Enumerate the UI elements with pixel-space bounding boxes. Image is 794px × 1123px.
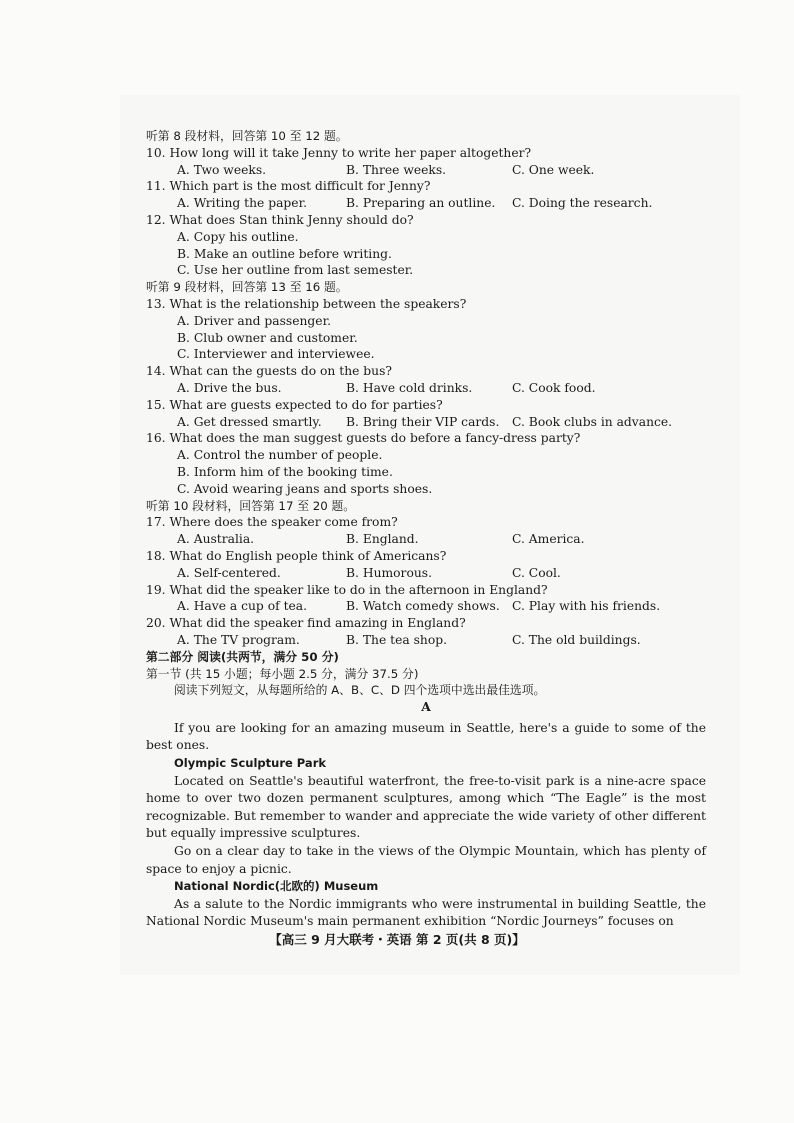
passage-intro: If you are looking for an amazing museum in Seattle, here's a guide to some of the best ones. xyxy=(146,720,706,753)
question-stem: 19. What did the speaker like to do in the afternoon in England? xyxy=(146,582,548,597)
option-b: B. Have cold drinks. xyxy=(346,380,473,395)
option-c: C. Avoid wearing jeans and sports shoes. xyxy=(177,481,433,496)
option-row xyxy=(146,195,706,212)
question-stem: 12. What does Stan think Jenny should do? xyxy=(146,212,414,227)
section-heading-10: 听第 10 段材料，回答第 17 至 20 题。 xyxy=(146,498,356,513)
option-a: A. The TV program. xyxy=(177,632,300,647)
part-title: 第二部分 阅读(共两节，满分 50 分) xyxy=(146,649,339,664)
option-c: C. Cool. xyxy=(512,565,561,580)
option-b: B. Watch comedy shows. xyxy=(346,599,500,614)
option-c: C. Book clubs in advance. xyxy=(512,414,673,429)
passage-heading: National Nordic(北欧的) Museum xyxy=(174,879,379,894)
option-b: B. Bring their VIP cards. xyxy=(346,414,500,429)
passage-label: A xyxy=(421,699,431,715)
option-b: B. Humorous. xyxy=(346,565,432,580)
option-a: A. Writing the paper. xyxy=(177,196,308,211)
option-a: A. Two weeks. xyxy=(177,162,267,177)
option-b: B. England. xyxy=(346,532,419,547)
passage-paragraph: Located on Seattle's beautiful waterfront, the free-to-visit park is a nine-acre space home to over two dozen permanent sculptures, among which “The Eagle” is the most recognizable. But remember to wander and appreciate the wide variety of other different but equally impressive sculptures. xyxy=(146,773,706,841)
option-b: B. Club owner and customer. xyxy=(177,330,358,345)
option-b: B. Inform him of the booking time. xyxy=(177,464,393,479)
option-a: A. Australia. xyxy=(177,532,255,547)
option-row xyxy=(146,565,706,582)
passage-paragraph: As a salute to the Nordic immigrants who were instrumental in building Seattle, the National Nordic Museum's main permanent exhibition “Nordic Journeys” focuses on xyxy=(146,896,706,929)
question-stem: 11. Which part is the most difficult for Jenny? xyxy=(146,179,431,194)
question-stem: 15. What are guests expected to do for parties? xyxy=(146,397,443,412)
section-heading-8: 听第 8 段材料，回答第 10 至 12 题。 xyxy=(146,129,348,143)
page-footer: 【高三 9 月大联考・英语 第 2 页(共 8 页)】 xyxy=(269,932,525,947)
question-stem: 10. How long will it take Jenny to write her paper altogether? xyxy=(146,145,532,160)
option-a: A. Copy his outline. xyxy=(177,229,299,244)
option-b: B. Make an outline before writing. xyxy=(177,246,392,261)
question-stem: 17. Where does the speaker come from? xyxy=(146,515,398,530)
section-title: 第一节 (共 15 小题；每小题 2.5 分，满分 37.5 分) xyxy=(146,666,419,681)
instruction-text: 阅读下列短文，从每题所给的 A、B、C、D 四个选项中选出最佳选项。 xyxy=(174,683,546,698)
passage-heading: Olympic Sculpture Park xyxy=(174,756,327,771)
option-row xyxy=(146,632,706,649)
option-c: C. Doing the research. xyxy=(512,196,653,211)
option-row xyxy=(146,598,706,615)
option-c: C. The old buildings. xyxy=(512,632,641,647)
question-stem: 18. What do English people think of Americans? xyxy=(146,548,447,563)
option-c: C. One week. xyxy=(512,162,595,177)
option-c: C. Play with his friends. xyxy=(512,599,661,614)
option-c: C. Cook food. xyxy=(512,380,596,395)
option-row xyxy=(146,531,706,548)
option-b: B. Preparing an outline. xyxy=(346,196,496,211)
option-b: B. The tea shop. xyxy=(346,632,448,647)
option-c: C. America. xyxy=(512,532,585,547)
option-a: A. Driver and passenger. xyxy=(177,313,332,328)
question-stem: 20. What did the speaker find amazing in England? xyxy=(146,616,466,631)
option-a: A. Have a cup of tea. xyxy=(177,599,308,614)
option-c: C. Interviewer and interviewee. xyxy=(177,347,375,362)
option-row xyxy=(146,162,706,179)
passage-paragraph: Go on a clear day to take in the views of the Olympic Mountain, which has plenty of space to enjoy a picnic. xyxy=(146,844,706,876)
question-stem: 14. What can the guests do on the bus? xyxy=(146,364,392,379)
question-stem: 16. What does the man suggest guests do before a fancy-dress party? xyxy=(146,431,581,446)
option-c: C. Use her outline from last semester. xyxy=(177,263,414,278)
option-a: A. Self-centered. xyxy=(177,565,281,580)
option-row xyxy=(146,414,706,431)
option-a: A. Drive the bus. xyxy=(177,380,282,395)
option-a: A. Control the number of people. xyxy=(177,448,383,463)
page-content xyxy=(146,128,706,931)
option-b: B. Three weeks. xyxy=(346,162,447,177)
section-heading-9: 听第 9 段材料，回答第 13 至 16 题。 xyxy=(146,280,348,295)
question-stem: 13. What is the relationship between the speakers? xyxy=(146,296,467,311)
option-row xyxy=(146,380,706,397)
option-a: A. Get dressed smartly. xyxy=(177,414,322,429)
